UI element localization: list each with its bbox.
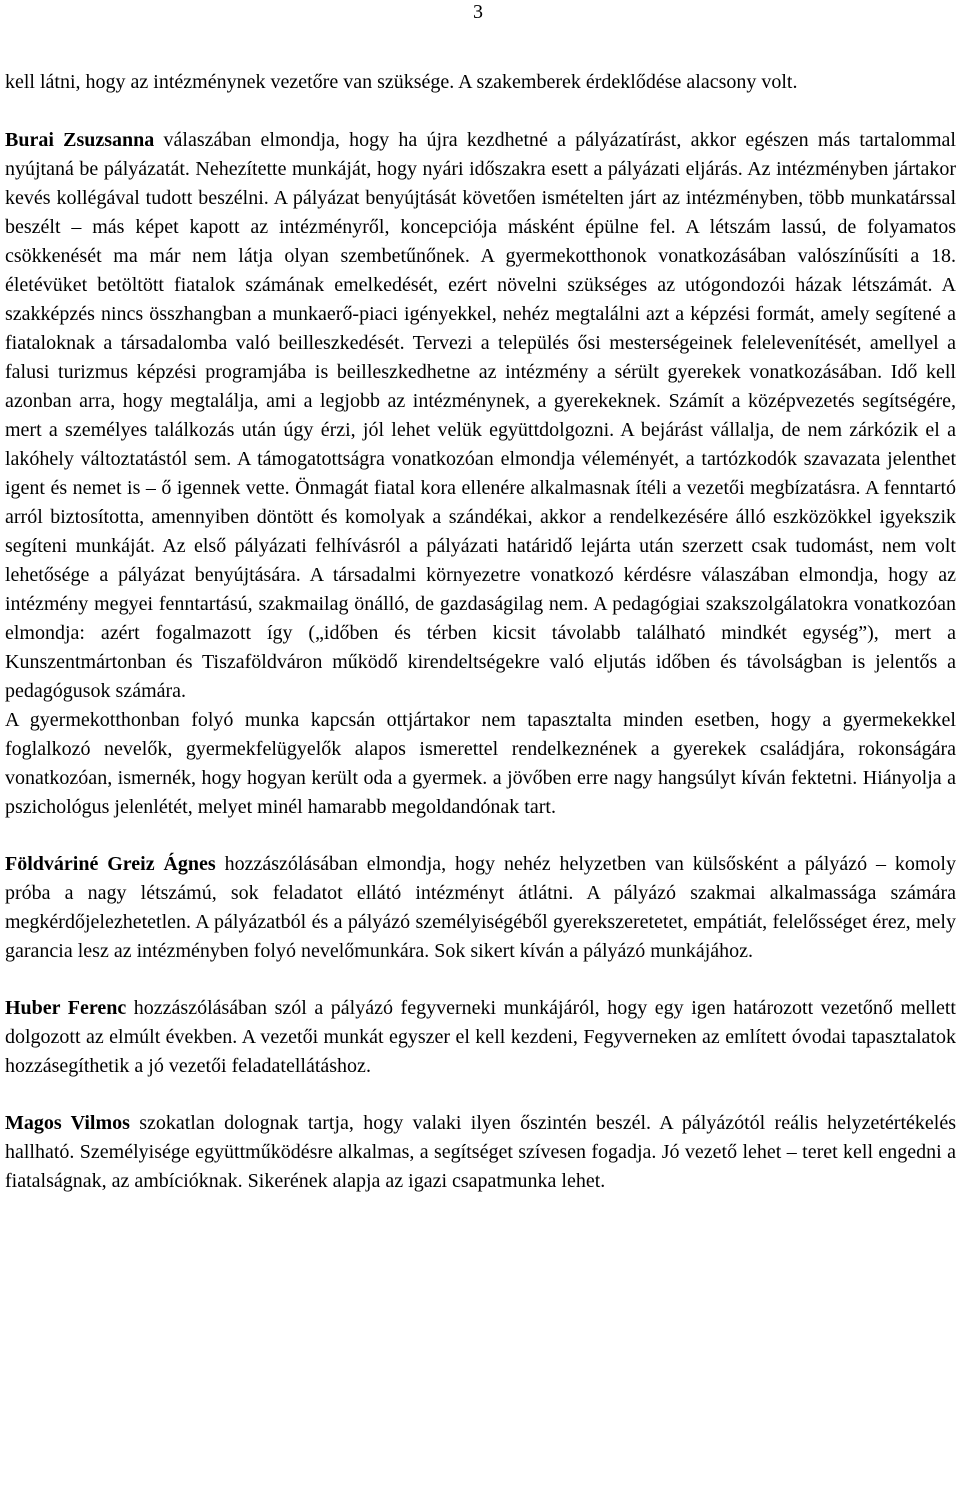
document-body [5,68,956,1196]
paragraph-burai [5,126,956,706]
paragraph-text: hozzászólásában szól a pályázó fegyverneki munkájáról, hogy egy igen határozott vezetőnő mellett dolgozott az elmúlt években. A vezetői munkát egyszer el kell kezdeni, Fegyverneken az említett óvodai tapasztalatok hozzásegíthetik a jó vezetői feladatellátáshoz. [5,997,956,1077]
paragraph-huber [5,994,956,1081]
paragraph-magos [5,1109,956,1196]
speaker-name: Huber Ferenc [5,997,127,1019]
paragraph-foldvarine [5,850,956,966]
page-number: 3 [473,1,483,23]
paragraph-text: válaszában elmondja, hogy ha újra kezdhetné a pályázatírást, akkor egészen más tartalommal nyújtaná be pályázatát. Nehezítette munkáját, hogy nyári időszakra esett a pályázati eljárás. Az intézményben jártakor kevés kollégával tudott beszélni. A pályázat benyújtását követően ismételten járt az intézményben, több munkatárssal beszélt – más képet kapott az intézményről, koncepciója másként épülne fel. A létszám lassú, de folyamatos csökkenését ma már nem látja olyan szembetűnőnek. A gyermekotthonok vonatkozásában valószínűsíti a 18. életévüket betöltött fiatalok számának emelkedését, ezért növelni szükséges az utógondozói házak létszámát. A szakképzés nincs összhangban a munkaerő-piaci igényekkel, nehéz megtalálni azt a képzési formát, amely segítené a fiataloknak a társadalomba való beilleszkedését. Tervezi a település ősi mesterségeinek felelevenítését, amellyel a falusi turizmus képzési programjába is beilleszkedhetne az intézmény a sérült gyerekek vonatkozásában. Idő kell azonban arra, hogy megtalálja, ami a legjobb az intézménynek, a gyerekeknek. Számít a középvezetés segítségére, mert a személyes találkozás után úgy érzi, jól lehet velük együttdolgozni. A bejárást vállalja, de nem zárkózik el a lakóhely változtatástól sem. A támogatottságra vonatkozóan elmondja véleményét, a tartózkodók szavazata jelenthet igent és nemet is – ő igennek vette. Önmagát fiatal kora ellenére alkalmasnak ítéli a vezetői megbízatásra. A fenntartó arról biztosította, amennyiben döntött és komolyak a szándékai, akkor a rendelkezésére álló eszközökkel igyekszik segíteni munkáját. Az első pályázati felhívásról a pályázati határidő lejárta után szerzett csak tudomást, nem volt lehetősége a pályázat benyújtására. A társadalmi környezetre vonatkozó kérdésre válaszában elmondja, hogy az intézmény megyei fenntartású, szakmailag önálló, de gazdaságilag nem. A pedagógiai szakszolgálatokra vonatkozóan elmondja: azért fogalmazott így („időben és térben kicsit távolabb található mindkét egység”), mert a Kunszentmártonban és Tiszaföldváron működő kirendeltségekre való eljutás időben és távolságban is jelentős a pedagógusok számára. [5,129,956,702]
speaker-name: Magos Vilmos [5,1112,130,1134]
paragraph-gyermekotthon: A gyermekotthonban folyó munka kapcsán ottjártakor nem tapasztalta minden esetben, hogy a gyermekekkel foglalkozó nevelők, gyermekfelügyelők alapos ismerettel rendelkeznének a gyerekek családjára, rokonságára vonatkozóan, ismernék, hogy hogyan került oda a gyermek. a jövőben erre nagy hangsúlyt kíván fektetni. Hiányolja a pszichológus jelenlétét, melyet minél hamarabb megoldandónak tart. [5,709,956,818]
paragraph-intro: kell látni, hogy az intézménynek vezetőre van szüksége. A szakemberek érdeklődése alacsony volt. [5,71,798,93]
paragraph-text: szokatlan dolognak tartja, hogy valaki ilyen őszintén beszél. A pályázótól reális helyzetértékelés hallható. Személyisége együttműködésre alkalmas, a segítséget szívesen fogadja. Jó vezető lehet – teret kell engedni a fiatalságnak, az ambícióknak. Sikerének alapja az igazi csapatmunka lehet. [5,1112,956,1192]
speaker-name: Földváriné Greiz Ágnes [5,853,216,875]
paragraph-text: hozzászólásában elmondja, hogy nehéz helyzetben van külsősként a pályázó – komoly próba a nagy létszámú, sok feladatot ellátó intézményt átlátni. A pályázó szakmai alkalmassága számára megkérdőjelezhetetlen. A pályázatból és a pályázó személyiségéből gyerekszeretetet, empátiát, felelősséget érez, mely garancia lesz az intézményben folyó nevelőmunkára. Sok sikert kíván a pályázó munkájához. [5,853,956,962]
speaker-name: Burai Zsuzsanna [5,129,155,151]
